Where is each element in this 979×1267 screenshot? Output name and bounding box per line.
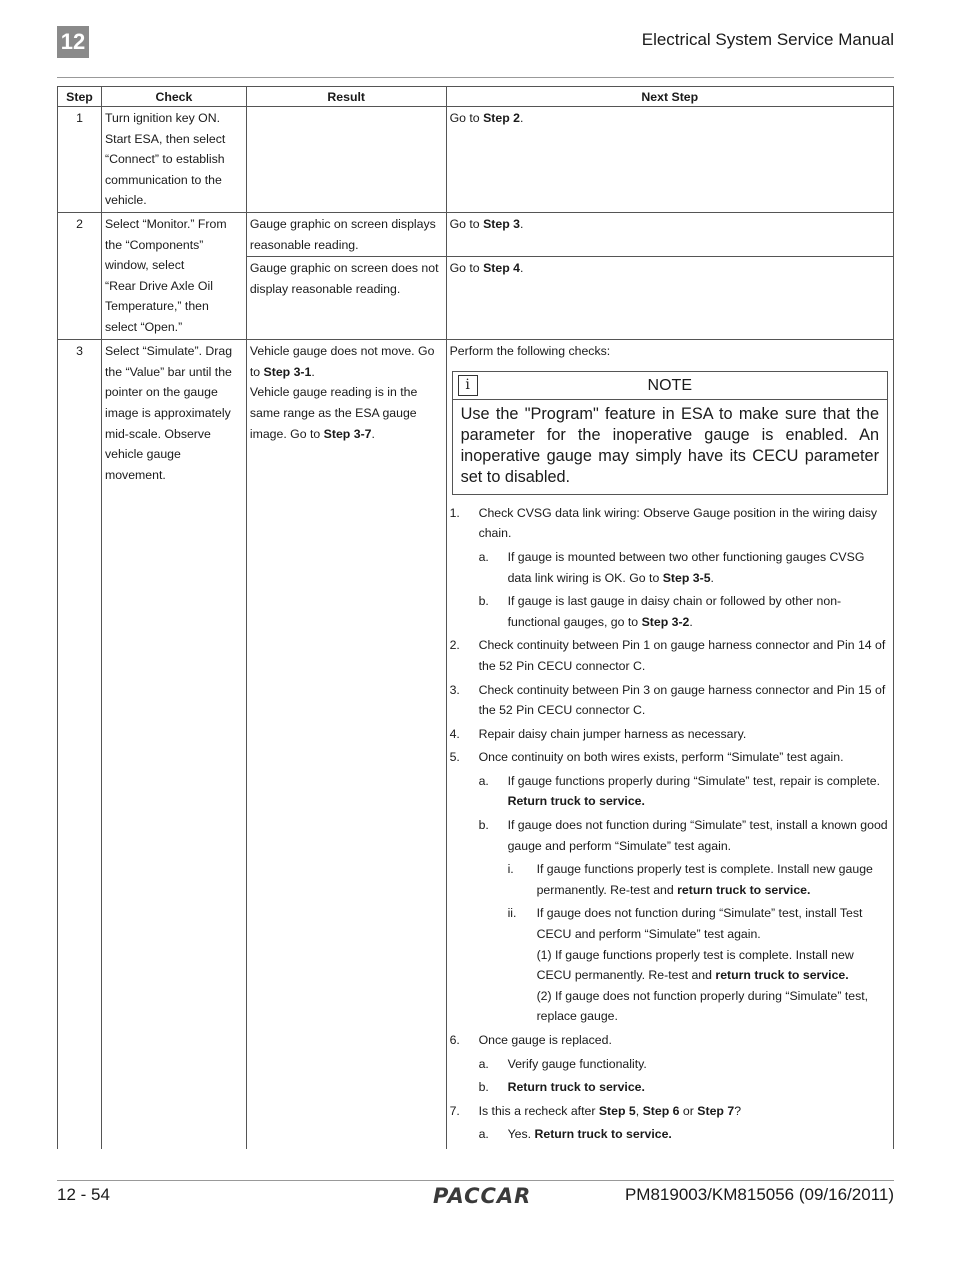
list-item: 5. Once continuity on both wires exists, perform “Simulate” test again. [449, 750, 844, 765]
step-link: Return truck to service. [507, 794, 645, 809]
step-link: return truck to service. [715, 968, 849, 983]
table-row-step-2a [58, 212, 894, 256]
header-divider [57, 77, 894, 78]
list-item: b. If gauge does not function during “Simulate” test, install a known good gauge and perform “Simulate” test again. [478, 818, 888, 853]
list-item: b. If gauge is last gauge in daisy chain or followed by other non-functional gauges, go to Step 3-2. [478, 594, 842, 629]
list-item: a. Yes. Return truck to service. [478, 1127, 672, 1142]
table-header-row [58, 87, 894, 107]
step-link: Return truck to service. [507, 1080, 645, 1095]
step-link: return truck to service. [677, 882, 811, 897]
check-cell: Turn ignition key ON. Start ESA, then select “Connect” to establish communication to the vehicle. [101, 107, 246, 213]
list-item: 4. Repair daisy chain jumper harness as necessary. [449, 726, 747, 741]
note-text: Use the "Program" feature in ESA to make sure that the parameter for the inoperative gauge is enabled. An inoperative gauge may simply have its CECU parameter set to disabled. [460, 404, 879, 486]
column-header-next-step: Next Step [446, 87, 893, 107]
list-item: i. If gauge functions properly test is complete. Install new gauge permanently. Re-test and return truck to service. [507, 862, 873, 897]
list-item: 1. Check CVSG data link wiring: Observe Gauge position in the wiring daisy chain. [449, 505, 878, 541]
list-item: a. If gauge functions properly during “Simulate” test, repair is complete. Return truck to service. [478, 773, 881, 809]
next-step-cell: Go to Step 2. [446, 107, 893, 213]
check-list [450, 503, 890, 1145]
step-number: 3 [58, 340, 102, 1149]
step-link: Step 4 [483, 261, 520, 276]
document-id: PM819003/KM815056 (09/16/2011) [624, 1185, 894, 1204]
manual-title: Electrical System Service Manual [641, 30, 894, 49]
step-number: 1 [58, 107, 102, 213]
list-item: a. If gauge is mounted between two other functioning gauges CVSG data link wiring is OK. Go to Step 3-5. [478, 549, 865, 585]
next-step-cell [446, 340, 893, 1149]
step-link: Return truck to service. [534, 1127, 672, 1142]
note-label: NOTE [647, 376, 692, 394]
step-link: Step 3-2 [641, 614, 690, 629]
next-step-cell: Go to Step 3. [446, 212, 893, 256]
next-step-cell: Go to Step 4. [446, 257, 893, 340]
chapter-number-badge: 12 [57, 26, 89, 58]
list-item: ii. If gauge does not function during “Simulate” test, install Test CECU and perform “Simulate” test again. (1) If gauge functions properly test is complete. Install new CECU permanently. Re-test and return truck to service. (2) If gauge does not function properly during “Simulate” test, replace gauge. [507, 906, 869, 1024]
paccar-logo: PACCAR [433, 1184, 532, 1208]
step-link: Step 3-7 [323, 426, 372, 441]
step-link: Step 3-5 [662, 570, 711, 585]
column-header-step: Step [58, 87, 102, 107]
result-cell: Gauge graphic on screen does not display reasonable reading. [246, 257, 446, 340]
table-row-step-3 [58, 340, 894, 1149]
column-header-result: Result [246, 87, 446, 107]
step-number: 2 [58, 212, 102, 339]
list-item: 6. Once gauge is replaced. [449, 1033, 612, 1047]
info-icon: i [458, 375, 478, 396]
step-link: Step 2 [483, 111, 520, 125]
check-cell: Select “Monitor.” From the “Components” window, select “Rear Drive Axle Oil Temperature,” then select “Open.” [101, 212, 246, 339]
column-header-check: Check [101, 87, 246, 107]
note-box [452, 371, 888, 495]
next-step-intro: Perform the following checks: [449, 344, 611, 359]
result-cell: Gauge graphic on screen displays reasonable reading. [246, 212, 446, 256]
result-cell: Vehicle gauge does not move. Go to Step 3-1. Vehicle gauge reading is in the same range as the ESA gauge image. Go to Step 3-7. [246, 340, 446, 1149]
step-link: Step 3-1 [263, 364, 312, 379]
diagnostic-table [57, 86, 894, 1149]
list-item: 2. Check continuity between Pin 1 on gauge harness connector and Pin 14 of the 52 Pin CECU connector C. [449, 638, 886, 673]
list-item: 7. Is this a recheck after Step 5, Step 6 or Step 7? [449, 1103, 742, 1118]
list-item: a. Verify gauge functionality. [478, 1056, 647, 1071]
result-cell [246, 107, 446, 213]
table-row-step-1 [58, 107, 894, 213]
footer-divider [57, 1180, 894, 1181]
page-number: 12 - 54 [57, 1185, 110, 1204]
list-item: b. Return truck to service. [478, 1080, 645, 1095]
step-link: Step 3 [483, 216, 520, 231]
note-header [453, 372, 887, 400]
check-cell: Select “Simulate”. Drag the “Value” bar until the pointer on the gauge image is approximately mid-scale. Observe vehicle gauge movement. [101, 340, 246, 1149]
list-item: 3. Check continuity between Pin 3 on gauge harness connector and Pin 15 of the 52 Pin CECU connector C. [449, 682, 886, 718]
